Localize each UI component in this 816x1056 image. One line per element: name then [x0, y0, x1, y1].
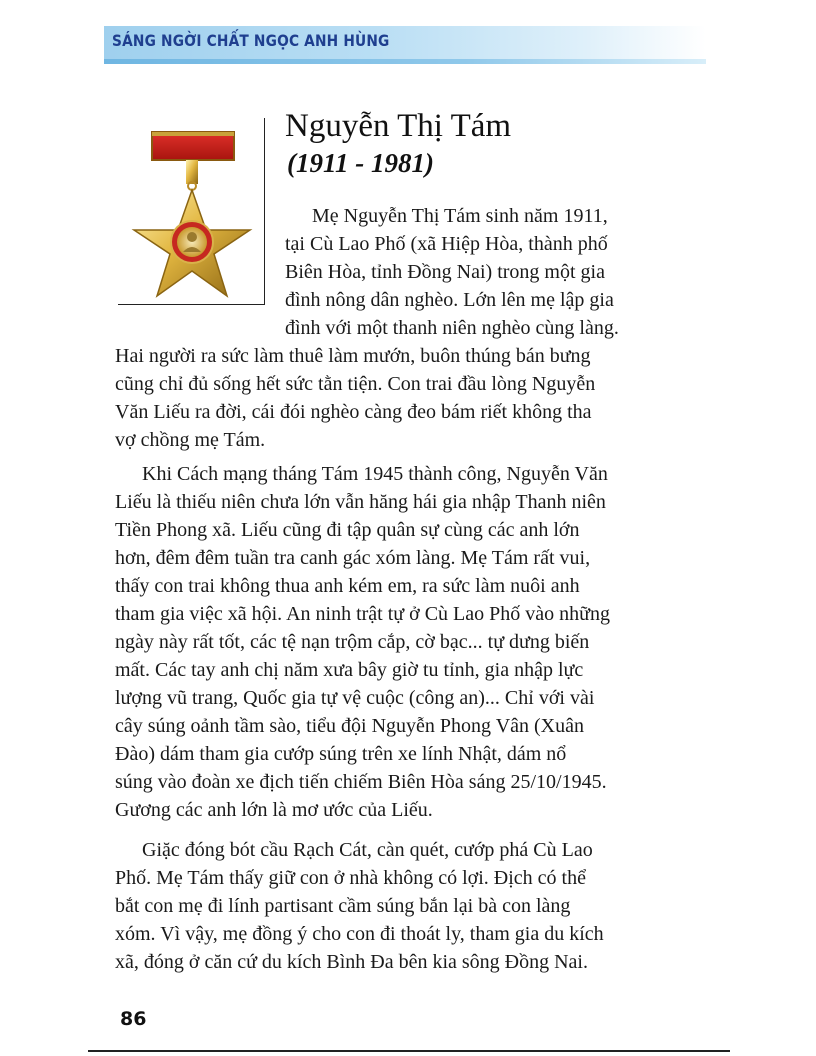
hero-medal-icon [122, 124, 262, 300]
text-line: mất. Các tay anh chị năm xưa bây giờ tu tỉnh, gia nhập lực [115, 659, 584, 681]
text-line: Văn Liếu ra đời, cái đói nghèo càng đeo bám riết không tha [115, 401, 592, 423]
text-line: Tiền Phong xã. Liếu cũng đi tập quân sự cùng các anh lớn [115, 519, 580, 541]
medal-photo-frame [118, 118, 265, 305]
text-line: Hai người ra sức làm thuê làm mướn, buôn thúng bán bưng [115, 345, 591, 367]
text-line: xã, đóng ở căn cứ du kích Bình Đa bên kia sông Đồng Nai. [115, 951, 588, 973]
person-years: (1911 - 1981) [287, 148, 434, 178]
text-line: tại Cù Lao Phố (xã Hiệp Hòa, thành phố [285, 233, 608, 255]
text-line: hơn, đêm đêm tuần tra canh gác xóm làng. Mẹ Tám rất vui, [115, 547, 591, 569]
text-line: xóm. Vì vậy, mẹ đồng ý cho con đi thoát ly, tham gia du kích [115, 923, 604, 945]
header-stripe [104, 59, 706, 64]
text-line: cây súng oảnh tầm sào, tiểu đội Nguyễn Phong Vân (Xuân [115, 715, 584, 737]
text-line: Phố. Mẹ Tám thấy giữ con ở nhà không có lợi. Địch có thể [115, 867, 586, 889]
page-number: 86 [120, 1008, 147, 1030]
text-line: đình nông dân nghèo. Lớn lên mẹ lập gia [285, 289, 614, 311]
text-line: vợ chồng mẹ Tám. [115, 429, 266, 451]
text-line: Đào) dám tham gia cướp súng trên xe lính Nhật, dám nổ [115, 743, 567, 765]
footer-rule [88, 1050, 730, 1052]
text-line: Liếu là thiếu niên chưa lớn vẫn hăng hái gia nhập Thanh niên [115, 491, 606, 513]
text-line: thấy con trai không thua anh kém em, ra sức làm nuôi anh [115, 575, 580, 597]
text-line: Khi Cách mạng tháng Tám 1945 thành công, Nguyễn Văn [142, 463, 608, 485]
text-line: cũng chỉ đủ sống hết sức tằn tiện. Con trai đầu lòng Nguyễn [115, 373, 596, 395]
text-line: đình với một thanh niên nghèo cùng làng. [285, 317, 619, 339]
running-header-title: SÁNG NGỜI CHẤT NGỌC ANH HÙNG [112, 31, 390, 50]
text-line: Gương các anh lớn là mơ ước của Liếu. [115, 799, 433, 821]
text-line: ngày này rất tốt, các tệ nạn trộm cắp, cờ bạc... tự dưng biến [115, 631, 590, 653]
text-line: Mẹ Nguyễn Thị Tám sinh năm 1911, [312, 205, 608, 227]
text-line: Biên Hòa, tỉnh Đồng Nai) trong một gia [285, 261, 605, 283]
text-line: súng vào đoàn xe địch tiến chiếm Biên Hòa sáng 25/10/1945. [115, 771, 607, 793]
text-line: lượng vũ trang, Quốc gia tự vệ cuộc (công an)... Chỉ với vài [115, 687, 595, 709]
text-line: tham gia việc xã hội. An ninh trật tự ở Cù Lao Phố vào những [115, 603, 610, 625]
person-name: Nguyễn Thị Tám [285, 108, 512, 144]
text-line: Giặc đóng bót cầu Rạch Cát, càn quét, cướp phá Cù Lao [142, 839, 593, 861]
text-line: bắt con mẹ đi lính partisant cầm súng bắn lại bà con làng [115, 895, 571, 917]
